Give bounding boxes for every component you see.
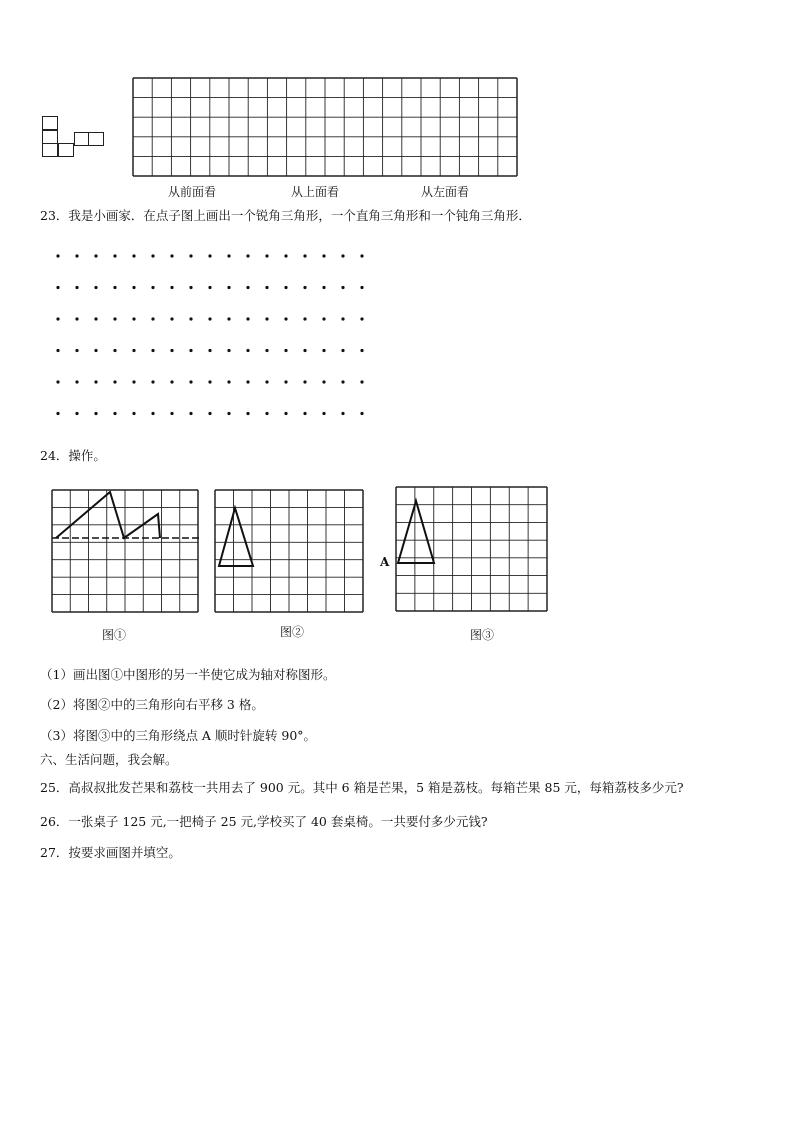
view-label-front: 从前面看 bbox=[168, 185, 217, 199]
dot[interactable] bbox=[303, 412, 306, 415]
dot[interactable] bbox=[151, 254, 154, 257]
dot[interactable] bbox=[322, 412, 325, 415]
dot[interactable] bbox=[246, 349, 249, 352]
dot[interactable] bbox=[94, 412, 97, 415]
dot[interactable] bbox=[246, 254, 249, 257]
dot[interactable] bbox=[265, 317, 268, 320]
dot[interactable] bbox=[360, 349, 363, 352]
dot[interactable] bbox=[189, 254, 192, 257]
dot[interactable] bbox=[132, 349, 135, 352]
dot[interactable] bbox=[94, 380, 97, 383]
dot[interactable] bbox=[94, 254, 97, 257]
dot[interactable] bbox=[151, 349, 154, 352]
dot[interactable] bbox=[113, 349, 116, 352]
figure-3-triangle bbox=[398, 501, 434, 563]
q24-title: 24．操作。 bbox=[40, 448, 106, 463]
dot[interactable] bbox=[132, 380, 135, 383]
dot[interactable] bbox=[322, 317, 325, 320]
dot[interactable] bbox=[189, 349, 192, 352]
dot[interactable] bbox=[113, 254, 116, 257]
dot[interactable] bbox=[151, 380, 154, 383]
dot[interactable] bbox=[360, 254, 363, 257]
dot[interactable] bbox=[322, 380, 325, 383]
dot[interactable] bbox=[284, 412, 287, 415]
dot[interactable] bbox=[94, 286, 97, 289]
dot[interactable] bbox=[265, 412, 268, 415]
dot[interactable] bbox=[170, 412, 173, 415]
dot[interactable] bbox=[284, 349, 287, 352]
dot[interactable] bbox=[265, 254, 268, 257]
dot[interactable] bbox=[284, 286, 287, 289]
dot[interactable] bbox=[170, 317, 173, 320]
dot[interactable] bbox=[360, 380, 363, 383]
dot[interactable] bbox=[322, 286, 325, 289]
dot[interactable] bbox=[132, 286, 135, 289]
dot[interactable] bbox=[227, 380, 230, 383]
dot[interactable] bbox=[208, 254, 211, 257]
dot[interactable] bbox=[208, 412, 211, 415]
dot[interactable] bbox=[246, 286, 249, 289]
q23-text: 23．我是小画家．在点子图上画出一个锐角三角形，一个直角三角形和一个钝角三角形． bbox=[40, 208, 531, 223]
dot[interactable] bbox=[56, 349, 59, 352]
dot[interactable] bbox=[284, 317, 287, 320]
q24-sub-3: （3）将图③中的三角形绕点 A 顺时针旋转 90°。 bbox=[40, 728, 317, 743]
dot[interactable] bbox=[227, 254, 230, 257]
q25-text: 25．高叔叔批发芒果和荔枝一共用去了 900 元。其中 6 箱是芒果，5 箱是荔枝。每箱芒果 85 元，每箱荔枝多少元? bbox=[40, 780, 684, 795]
dot[interactable] bbox=[360, 412, 363, 415]
q24-sub-2: （2）将图②中的三角形向右平移 3 格。 bbox=[40, 697, 264, 712]
q26-text: 26．一张桌子 125 元,一把椅子 25 元,学校买了 40 套桌椅。一共要付多少元钱? bbox=[40, 814, 488, 829]
dot[interactable] bbox=[170, 349, 173, 352]
figure-2-grid[interactable] bbox=[215, 490, 365, 615]
dot[interactable] bbox=[113, 412, 116, 415]
dot[interactable] bbox=[360, 286, 363, 289]
dot[interactable] bbox=[56, 412, 59, 415]
dot[interactable] bbox=[265, 286, 268, 289]
dot[interactable] bbox=[132, 317, 135, 320]
views-grid bbox=[133, 78, 519, 178]
dot[interactable] bbox=[75, 349, 78, 352]
section-6-title: 六、生活问题，我会解。 bbox=[40, 752, 178, 767]
dot[interactable] bbox=[151, 317, 154, 320]
view-label-top: 从上面看 bbox=[291, 185, 340, 199]
dot[interactable] bbox=[246, 412, 249, 415]
figure-1-label: 图① bbox=[102, 628, 127, 642]
dot[interactable] bbox=[208, 317, 211, 320]
dot[interactable] bbox=[94, 349, 97, 352]
figure-2-label: 图② bbox=[280, 625, 305, 639]
dot[interactable] bbox=[341, 254, 344, 257]
dot[interactable] bbox=[303, 286, 306, 289]
dot[interactable] bbox=[303, 317, 306, 320]
dot[interactable] bbox=[170, 254, 173, 257]
dot[interactable] bbox=[322, 254, 325, 257]
views-grid-lines bbox=[133, 78, 517, 176]
dot[interactable] bbox=[227, 349, 230, 352]
dot[interactable] bbox=[94, 317, 97, 320]
dot[interactable] bbox=[56, 380, 59, 383]
dot[interactable] bbox=[151, 286, 154, 289]
figure-3-grid-lines bbox=[396, 487, 547, 611]
dot[interactable] bbox=[208, 349, 211, 352]
dot[interactable] bbox=[170, 380, 173, 383]
dot[interactable] bbox=[227, 412, 230, 415]
dot[interactable] bbox=[303, 380, 306, 383]
dot[interactable] bbox=[113, 380, 116, 383]
figure-2-triangle bbox=[219, 508, 253, 566]
dot[interactable] bbox=[303, 254, 306, 257]
dot[interactable] bbox=[265, 349, 268, 352]
dot[interactable] bbox=[227, 286, 230, 289]
dot[interactable] bbox=[246, 380, 249, 383]
dot[interactable] bbox=[75, 380, 78, 383]
dot[interactable] bbox=[75, 317, 78, 320]
dot[interactable] bbox=[132, 254, 135, 257]
dot[interactable] bbox=[265, 380, 268, 383]
dot[interactable] bbox=[56, 317, 59, 320]
dot[interactable] bbox=[151, 412, 154, 415]
dot[interactable] bbox=[303, 349, 306, 352]
figure-3-grid[interactable] bbox=[396, 487, 549, 614]
dot[interactable] bbox=[322, 349, 325, 352]
figure-2-grid-lines bbox=[215, 490, 363, 612]
dot[interactable] bbox=[341, 317, 344, 320]
figure-1-grid[interactable] bbox=[52, 490, 200, 615]
q24-sub-1: （1）画出图①中图形的另一半使它成为轴对称图形。 bbox=[40, 667, 336, 682]
point-a-label: A bbox=[380, 555, 390, 569]
q27-text: 27．按要求画图并填空。 bbox=[40, 845, 181, 860]
dot[interactable] bbox=[56, 286, 59, 289]
dot[interactable] bbox=[113, 286, 116, 289]
dot[interactable] bbox=[189, 317, 192, 320]
dot[interactable] bbox=[284, 380, 287, 383]
dot[interactable] bbox=[113, 317, 116, 320]
dot[interactable] bbox=[75, 412, 78, 415]
dot[interactable] bbox=[284, 254, 287, 257]
figure-1-shape bbox=[56, 492, 160, 538]
cube-figure bbox=[38, 112, 113, 160]
dot[interactable] bbox=[75, 286, 78, 289]
dot[interactable] bbox=[341, 286, 344, 289]
dot[interactable] bbox=[341, 412, 344, 415]
dot[interactable] bbox=[246, 317, 249, 320]
figure-3-label: 图③ bbox=[470, 628, 495, 642]
dot[interactable] bbox=[189, 286, 192, 289]
view-label-left: 从左面看 bbox=[421, 185, 470, 199]
dot[interactable] bbox=[360, 317, 363, 320]
dot[interactable] bbox=[170, 286, 173, 289]
dot[interactable] bbox=[189, 412, 192, 415]
dot[interactable] bbox=[132, 412, 135, 415]
dot[interactable] bbox=[208, 380, 211, 383]
dot[interactable] bbox=[341, 380, 344, 383]
dot[interactable] bbox=[56, 254, 59, 257]
figure-1-grid-lines bbox=[52, 490, 198, 612]
dot-grid[interactable] bbox=[52, 250, 382, 420]
dot[interactable] bbox=[189, 380, 192, 383]
dot[interactable] bbox=[208, 286, 211, 289]
dot[interactable] bbox=[341, 349, 344, 352]
dot[interactable] bbox=[227, 317, 230, 320]
dot[interactable] bbox=[75, 254, 78, 257]
